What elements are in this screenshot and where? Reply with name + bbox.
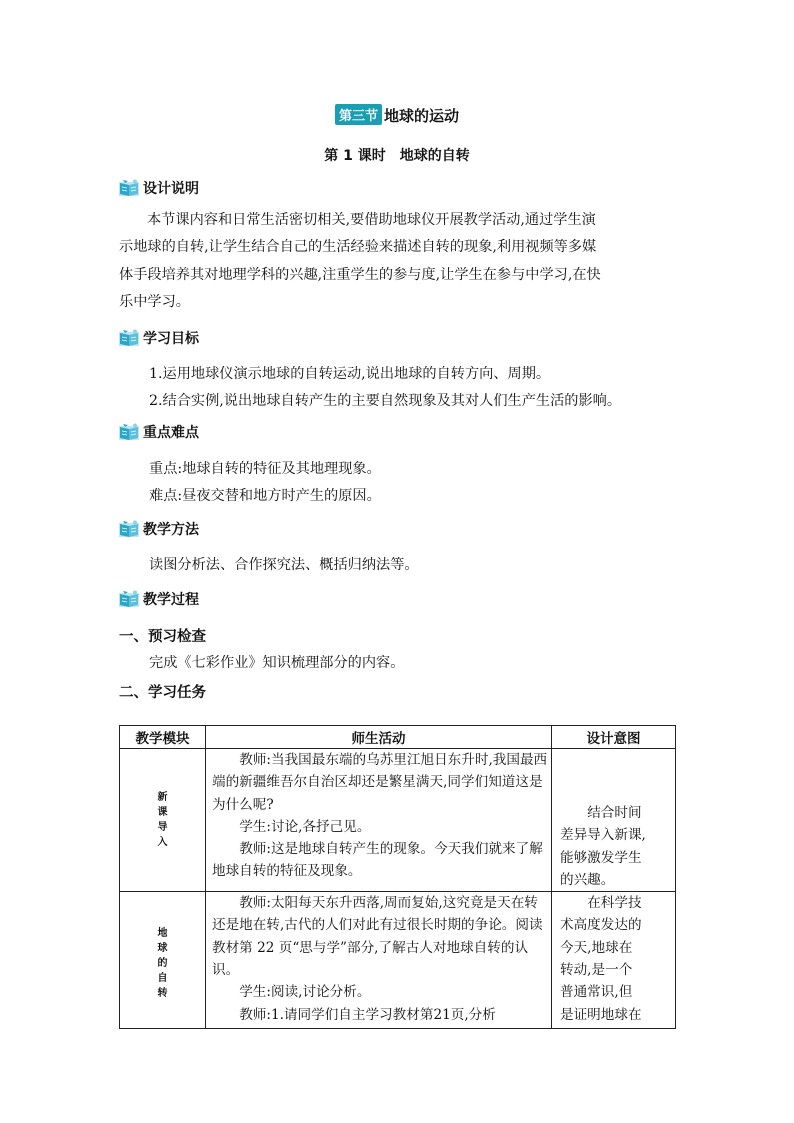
methods-text: 读图分析法、合作探究法、概括归纳法等。 [149, 557, 419, 573]
intent-cell [552, 749, 676, 892]
module-label: 新课导入 [157, 792, 168, 849]
activities-cell [206, 892, 552, 1029]
book-icon [119, 423, 141, 441]
activity-text: 教师:当我国最东端的乌苏里江旭日东升时,我国最西端的新疆维吾尔自治区却还是繁星满天,同学们知道这是为什么呢? [212, 752, 548, 813]
goal-item-1: 1.运用地球仪演示地球的自转运动,说出地球的自转方向、周期。 [149, 366, 551, 382]
table-header-row [120, 726, 676, 749]
design-line-2: 示地球的自转,让学生结合自己的生活经验来描述自转的现象,利用视频等多媒 [119, 239, 597, 255]
module-label: 地球的自转 [157, 928, 168, 1000]
section-badge: 第三节 [335, 104, 382, 125]
process-heading-label: 教学过程 [143, 592, 199, 608]
lesson-subtitle: 第 1 课时 地球的自转 [324, 148, 470, 164]
preview-text: 完成《七彩作业》知识梳理部分的内容。 [149, 655, 405, 671]
design-line-3: 体手段培养其对地理学科的兴趣,注重学生的参与度,让学生在参与中学习,在快 [119, 267, 601, 283]
intent-line: 今天,地球在 [560, 939, 633, 956]
goal-item-2: 2.结合实例,说出地球自转产生的主要自然现象及其对人们生产生活的影响。 [149, 393, 622, 409]
intent-line: 差异导入新课, [560, 827, 646, 844]
process-heading [119, 588, 199, 610]
methods-heading [119, 518, 199, 540]
tasks-title: 二、学习任务 [119, 685, 206, 701]
title-text: 地球的运动 [384, 107, 460, 125]
design-line-1: 本节课内容和日常生活密切相关,要借助地球仪开展教学活动,通过学生演 [147, 212, 596, 228]
intent-line: 结合时间 [587, 805, 642, 821]
intent-line: 的兴趣。 [560, 871, 615, 888]
lesson-title [0, 104, 794, 126]
goals-heading-label: 学习目标 [143, 331, 199, 347]
design-heading [119, 177, 199, 199]
activity-text: 教师:太阳每天东升西落,周而复始,这究竟是天在转还是地在转,古代的人们对此有过很长时期的争论。阅读教材第 22 页“思与学”部分,了解古人对地球自转的认识。 [212, 895, 543, 979]
keypoint-item-2: 难点:昼夜交替和地方时产生的原因。 [149, 488, 381, 504]
design-heading-label: 设计说明 [143, 181, 199, 197]
activity-text: 学生:讨论,各抒己见。 [239, 818, 371, 835]
intent-line: 术高度发达的 [560, 917, 642, 934]
lesson-table [119, 725, 676, 1029]
intent-line: 在科学技 [587, 895, 642, 912]
book-icon [119, 520, 141, 538]
module-cell [120, 749, 206, 892]
preview-title: 一、预习检查 [119, 629, 206, 645]
book-icon [119, 329, 141, 347]
design-line-4: 乐中学习。 [119, 294, 190, 310]
intent-line: 转动,是一个 [560, 962, 633, 979]
goals-heading [119, 327, 199, 349]
activity-text: 教师:这是地球自转产生的现象。今天我们就来了解地球自转的特征及现象。 [212, 841, 543, 880]
header-intent: 设计意图 [552, 726, 676, 749]
table-row [120, 749, 676, 892]
methods-heading-label: 教学方法 [143, 522, 199, 538]
header-module: 教学模块 [120, 726, 206, 749]
keypoints-heading [119, 421, 199, 443]
header-activities: 师生活动 [206, 726, 552, 749]
module-cell [120, 892, 206, 1029]
activities-cell [206, 749, 552, 892]
intent-line: 普通常识,但 [560, 984, 633, 1001]
activity-text: 教师:1.请同学们自主学习教材第21页,分析 [239, 1006, 496, 1023]
book-icon [119, 179, 141, 197]
book-icon [119, 590, 141, 608]
activity-text: 学生:阅读,讨论分析。 [239, 984, 371, 1001]
keypoints-heading-label: 重点难点 [143, 425, 199, 441]
intent-cell [552, 892, 676, 1029]
table-row [120, 892, 676, 1029]
intent-line: 是证明地球在 [560, 1006, 642, 1023]
keypoint-item-1: 重点:地球自转的特征及其地理现象。 [149, 461, 381, 477]
intent-line: 能够激发学生 [560, 849, 642, 866]
